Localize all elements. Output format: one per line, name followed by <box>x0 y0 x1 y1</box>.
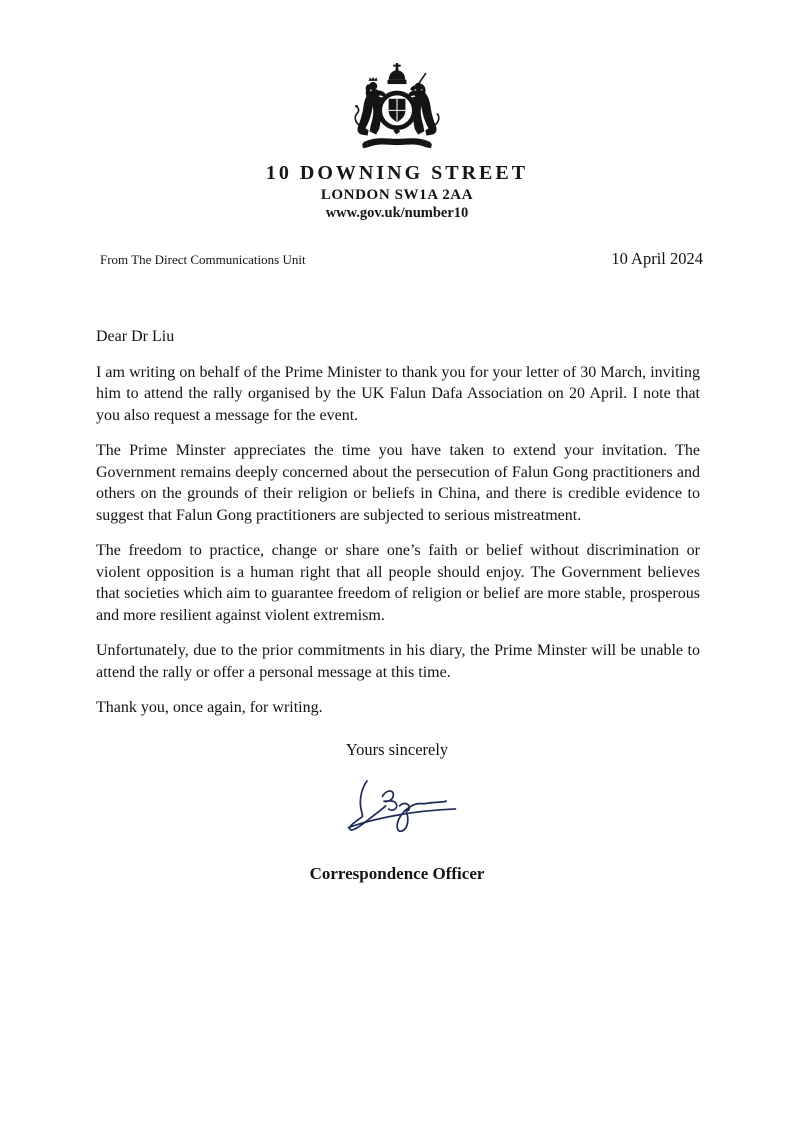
signer-title: Correspondence Officer <box>309 863 485 883</box>
letterhead-city: LONDON SW1A 2AA <box>320 187 474 203</box>
meta-row <box>100 249 703 269</box>
letter-body <box>96 326 700 719</box>
paragraph: I am writing on behalf of the Prime Minister to thank you for your letter of 30 March, inviting him to attend the rally organised by the UK Falun Dafa Association on 20 April. I note that you also request a message for the event. <box>96 363 700 424</box>
salutation: Dear Dr Liu <box>96 328 175 345</box>
paragraph: Unfortunately, due to the prior commitments in his diary, the Prime Minster will be unable to attend the rally or offer a personal message at this time. <box>96 642 700 681</box>
letterhead-street: 10 DOWNING STREET <box>265 162 529 184</box>
letterhead <box>0 0 794 222</box>
from-line: From The Direct Communications Unit <box>100 252 306 267</box>
motto-ribbon-icon <box>362 138 431 148</box>
signature-block <box>0 770 794 848</box>
date: 10 April 2024 <box>611 249 703 268</box>
paragraph: The freedom to practice, change or share one’s faith or belief without discrimination or violent opposition is a human right that all people should enjoy. The Government believes that societies which aim to guarantee freedom of religion or belief are more stable, prosperous and more resilient against violent extremism. <box>96 542 700 624</box>
letterhead-website: www.gov.uk/number10 <box>325 205 469 221</box>
shield-icon <box>380 93 415 135</box>
valediction: Yours sincerely <box>345 739 449 759</box>
crown-icon <box>388 63 407 84</box>
royal-coat-of-arms-icon <box>339 62 455 154</box>
paragraph: The Prime Minster appreciates the time you have taken to extend your invitation. The Government remains deeply concerned about the persecution of Falun Gong practitioners and others on the grounds of their religion or beliefs in China, and there is credible evidence to suggest that Falun Gong practitioners are subjected to serious mistreatment. <box>96 442 700 524</box>
paragraph: Thank you, once again, for writing. <box>96 699 323 716</box>
signature-icon <box>339 770 471 844</box>
